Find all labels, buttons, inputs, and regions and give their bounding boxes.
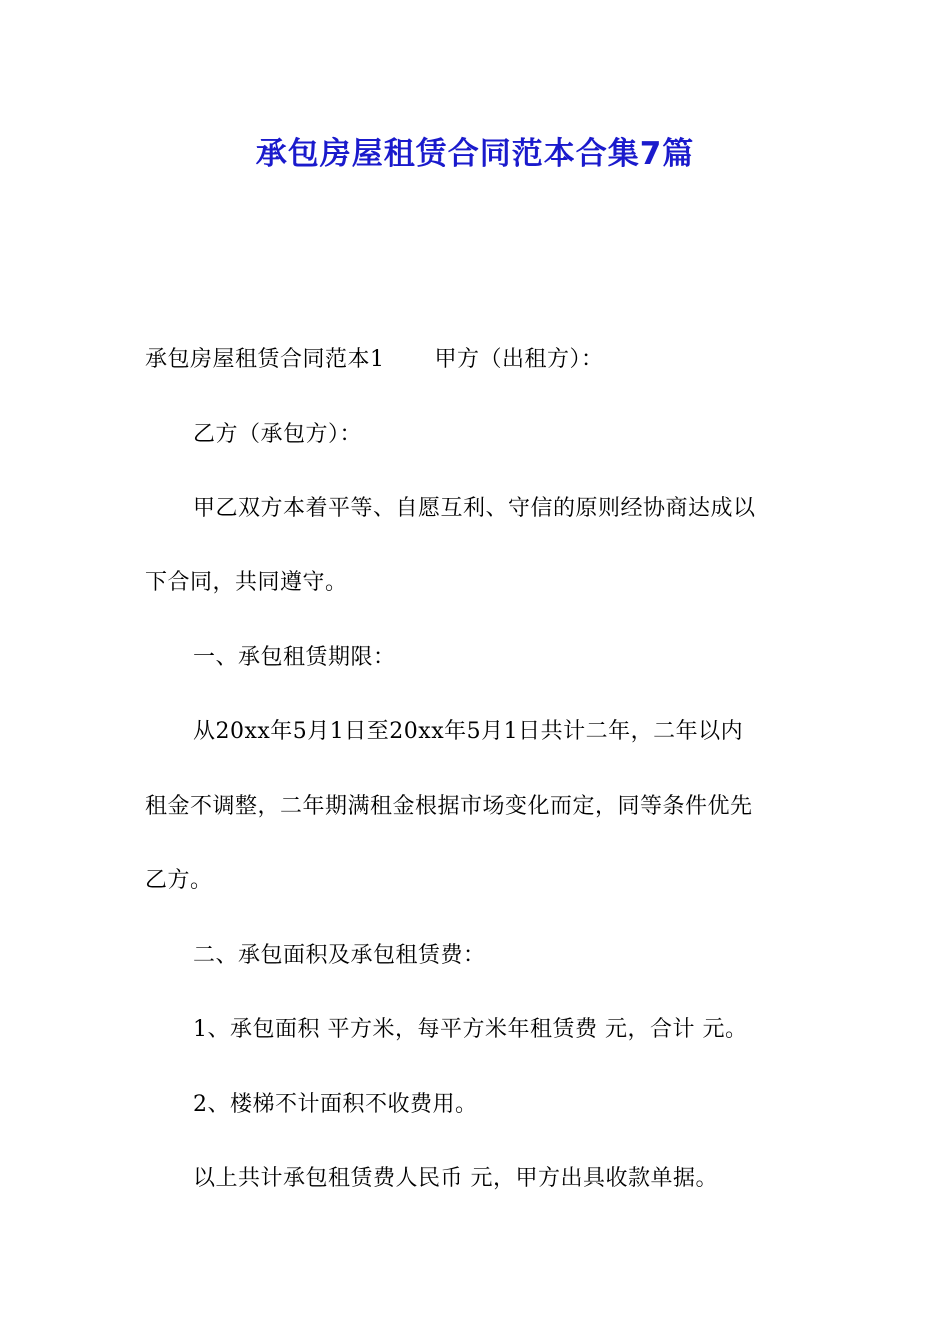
first-line <box>145 345 604 375</box>
paragraph-line: 甲方（出租方）： <box>434 347 604 372</box>
paragraph-line: 下合同，共同遵守。 <box>145 570 348 595</box>
paragraph-line: 1、承包面积 平方米，每平方米年租赁费 元，合计 元。 <box>193 1017 748 1042</box>
paragraph-line: 甲乙双方本着平等、自愿互利、守信的原则经协商达成以 <box>193 496 756 521</box>
section-heading: 承包房屋租赁合同范本1 <box>145 347 385 372</box>
paragraph-line: 租金不调整，二年期满租金根据市场变化而定，同等条件优先 <box>145 794 753 819</box>
paragraph-line: 一、承包租赁期限： <box>193 645 396 670</box>
paragraph-line: 乙方（承包方）： <box>193 422 363 447</box>
paragraph-line: 以上共计承包租赁费人民币 元，甲方出具收款单据。 <box>193 1166 718 1191</box>
paragraph-line: 从20xx年5月1日至20xx年5月1日共计二年，二年以内 <box>193 719 744 744</box>
document-title: 承包房屋租赁合同范本合集7篇 <box>255 136 695 172</box>
paragraph-line: 二、承包面积及承包租赁费： <box>193 943 486 968</box>
paragraph-line: 乙方。 <box>145 868 213 893</box>
paragraph-line: 2、楼梯不计面积不收费用。 <box>193 1092 478 1117</box>
